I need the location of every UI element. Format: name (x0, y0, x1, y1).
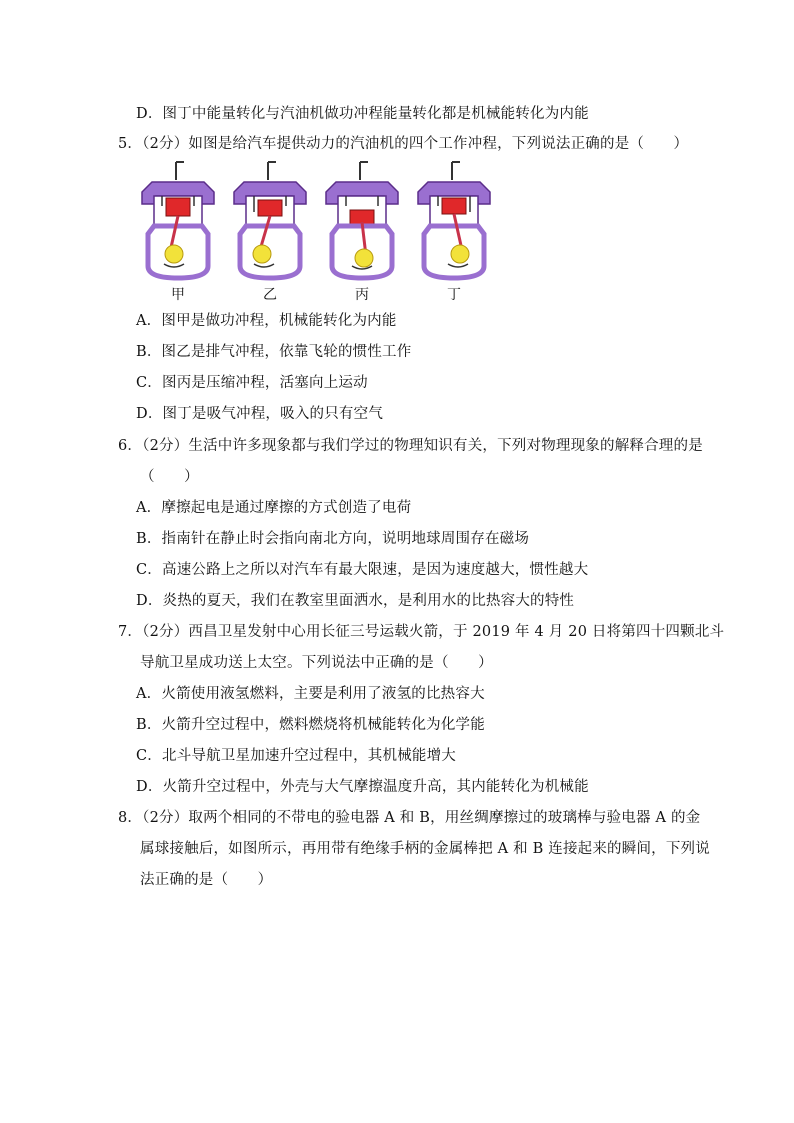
q7-option-b: B．火箭升空过程中，燃料燃烧将机械能转化为化学能 (136, 717, 485, 733)
q7-option-d: D．火箭升空过程中，外壳与大气摩擦温度升高，其内能转化为机械能 (136, 779, 589, 795)
engine-bing (322, 160, 402, 310)
engine-jia (138, 160, 218, 310)
q6-stem-continued: （ ） (140, 469, 199, 485)
q4-option-d: D．图丁中能量转化与汽油机做功冲程能量转化都是机械能转化为内能 (136, 106, 589, 122)
engine-label-bing: 丙 (355, 287, 369, 303)
q8-stem: 8．（2分）取两个相同的不带电的验电器 A 和 B，用丝绸摩擦过的玻璃棒与验电器 A 的金 (118, 810, 701, 826)
q6-option-c: C．高速公路上之所以对汽车有最大限速，是因为速度越大，惯性越大 (136, 562, 589, 578)
q5-stem: 5．（2分）如图是给汽车提供动力的汽油机的四个工作冲程，下列说法正确的是（ ） (118, 136, 689, 152)
q6-option-a: A．摩擦起电是通过摩擦的方式创造了电荷 (136, 500, 412, 516)
engine-label-ding: 丁 (447, 287, 461, 303)
q7-option-a: A．火箭使用液氢燃料，主要是利用了液氢的比热容大 (136, 686, 485, 702)
engine-diagram-icon (414, 160, 494, 285)
q7-stem: 7．（2分）西昌卫星发射中心用长征三号运载火箭，于 2019 年 4 月 20 日将第四十四颗北斗 (118, 624, 725, 640)
q5-option-a: A．图甲是做功冲程，机械能转化为内能 (136, 313, 397, 329)
engine-label-yi: 乙 (263, 287, 277, 303)
engine-diagram-icon (230, 160, 310, 285)
q6-option-d: D．炎热的夏天，我们在教室里面洒水，是利用水的比热容大的特性 (136, 593, 575, 609)
q5-option-b: B．图乙是排气冲程，依靠飞轮的惯性工作 (136, 344, 412, 360)
q8-stem-continued-1: 属球接触后，如图所示，再用带有绝缘手柄的金属棒把 A 和 B 连接起来的瞬间，下列说 (140, 841, 710, 857)
q6-stem: 6．（2分）生活中许多现象都与我们学过的物理知识有关，下列对物理现象的解释合理的是 (118, 438, 703, 454)
q5-option-d: D．图丁是吸气冲程，吸入的只有空气 (136, 406, 384, 422)
engine-label-jia: 甲 (171, 287, 185, 303)
engine-ding (414, 160, 494, 310)
engine-diagram-icon (138, 160, 218, 285)
engine-yi (230, 160, 310, 310)
engine-strokes-figure (138, 160, 478, 310)
q6-option-b: B．指南针在静止时会指向南北方向，说明地球周围存在磁场 (136, 531, 530, 547)
q7-stem-continued: 导航卫星成功送上太空。下列说法中正确的是（ ） (140, 655, 493, 671)
q7-option-c: C．北斗导航卫星加速升空过程中，其机械能增大 (136, 748, 456, 764)
engine-diagram-icon (322, 160, 402, 285)
q5-option-c: C．图丙是压缩冲程，活塞向上运动 (136, 375, 368, 391)
q8-stem-continued-2: 法正确的是（ ） (140, 872, 273, 888)
